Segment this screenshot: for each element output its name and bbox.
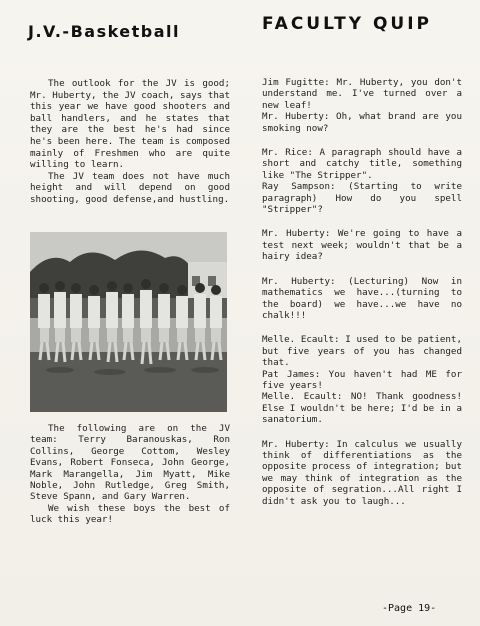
jv-basketball-heading: J.V.-Basketball [28, 22, 181, 41]
team-photo-image [30, 232, 227, 412]
quip-line: Mr. Rice: A paragraph should have a short and catchy title, something like "The Stripper". [262, 147, 462, 181]
team-caption [30, 423, 230, 526]
quip-line: Ray Sampson: (Starting to write paragraph) How do you spell "Stripper"? [262, 181, 462, 216]
quip-1 [262, 77, 462, 134]
quip-line: Pat James: You haven't had ME for five years! [262, 368, 462, 391]
quip-line: Mr. Huberty: We're going to have a test next week; wouldn't that be a hairy idea? [262, 228, 462, 263]
good-luck-wish: We wish these boys the best of luck this year! [30, 502, 230, 526]
quip-line: Melle. Ecault: NO! Thank goodness! Else I wouldn't be here; I'd be in a sanatorium. [262, 391, 462, 426]
page-number: -Page 19- [382, 603, 437, 614]
jv-article [30, 78, 230, 206]
team-roster: The following are on the JV team: Terry Baranouskas, Ron Collins, George Cottom, Wesley Evans, Robert Fonseca, John George, Mark Marangella, Jim Myatt, Mike Noble, John Rutledge, Greg Smith, Steve Spann, and Gary Warren. [30, 423, 230, 503]
quip-5 [262, 334, 462, 425]
faculty-quip-heading: FACULTY QUIP [262, 14, 432, 34]
quip-line: Mr. Huberty: Oh, what brand are you smoking now? [262, 111, 462, 134]
quip-4 [262, 276, 462, 322]
quip-line: Melle. Ecault: I used to be patient, but five years of you has changed that. [262, 334, 462, 369]
quip-line: Jim Fugitte: Mr. Huberty, you don't understand me. I've turned over a new leaf! [262, 77, 462, 111]
jv-second-paragraph: The JV team does not have much height and will depend on good shooting, good defense,and hustling. [30, 170, 230, 205]
quip-3 [262, 228, 462, 262]
quip-2 [262, 147, 462, 215]
team-photo [30, 232, 227, 412]
quip-6 [262, 439, 462, 507]
jv-intro-paragraph: The outlook for the JV is good; Mr. Huberty, the JV coach, says that this year we have good shooters and ball handlers, and he states that they are the best he's had since he's been here. The team is composed mainly of Freshmen who are quite willing to learn. [30, 78, 230, 171]
quip-line: Mr. Huberty: (Lecturing) Now in mathematics we have...(turning to the board) we have...we have no chalk!!! [262, 275, 462, 321]
faculty-quips [262, 77, 462, 520]
quip-line: Mr. Huberty: In calculus we usually think of differentiations as the opposite process of integration; but we may think of integration as the opposite of segration...All right I didn't ask you to laugh... [262, 438, 462, 507]
